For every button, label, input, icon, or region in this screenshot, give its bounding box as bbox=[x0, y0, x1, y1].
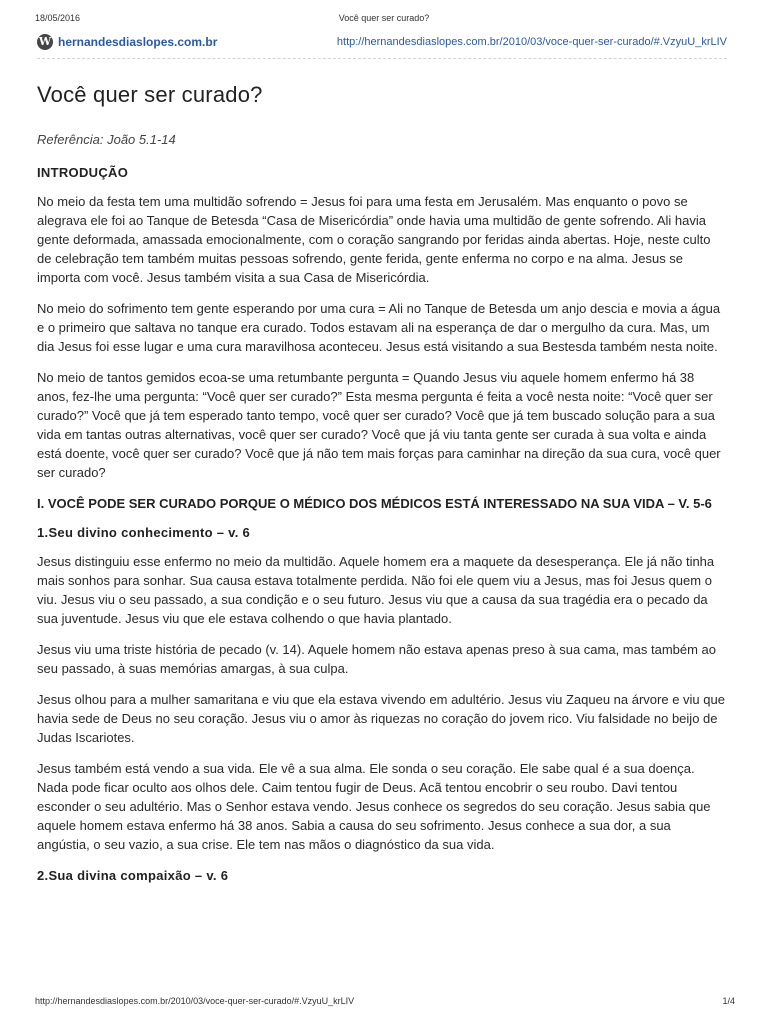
wordpress-logo-icon: W bbox=[38, 35, 52, 48]
section-heading: I. VOCÊ PODE SER CURADO PORQUE O MÉDICO DOS MÉDICOS ESTÁ INTERESSADO NA SUA VIDA – V. 5-6 bbox=[37, 496, 712, 511]
subsection-heading: 2.Sua divina compaixão – v. 6 bbox=[37, 868, 229, 883]
bible-reference: Referência: João 5.1-14 bbox=[37, 132, 176, 147]
paragraph: No meio do sofrimento tem gente esperando por uma cura = Ali no Tanque de Betesda um anjo descia e movia a água e o primeiro que saltava no tanque era curado. Todos estavam ali na esperança de dar o mergulho da cura. Mas, um dia Jesus foi esse lugar e uma cura maravilhosa aconteceu. Jesus está visitando a sua Bestesda também nesta noite. bbox=[37, 301, 721, 354]
site-name-link[interactable]: hernandesdiaslopes.com.br bbox=[58, 35, 218, 49]
paragraph: No meio da festa tem uma multidão sofrendo = Jesus foi para uma festa em Jerusalém. Mas enquanto o povo se alegrava ele foi ao Tanque de Betesda “Casa de Misericórdia” onde havia uma multidão de gente sofrendo. Ali havia gente deformada, amassada emocionalmente, com o coração sangrando por feridas ainda abertas. Hoje, neste culto de celebração tem também muitas pessoas sofrendo, gente ferida, gente enferma no corpo e na alma. Jesus se importa com você. Jesus também visita a sua Casa de Misericórdia. bbox=[37, 194, 711, 285]
print-header bbox=[0, 13, 768, 27]
paragraph: Jesus distinguiu esse enfermo no meio da multidão. Aquele homem era a maquete da desesperança. Ele já não tinha mais sonhos para sonhar. Sua causa estava totalmente perdida. Não foi ele quem viu a Jesus, mas foi Jesus quem o viu. Jesus viu o seu passado, a sua condição e o seu futuro. Jesus viu que a causa da sua tragédia era o pecado da sua juventude. Jesus viu que ele estava colhendo o que havia plantado. bbox=[37, 554, 715, 626]
paragraph: Jesus também está vendo a sua vida. Ele vê a sua alma. Ele sonda o seu coração. Ele sabe qual é a sua doença. Nada pode ficar oculto aos olhos dele. Caim tentou fugir de Deus. Acã tentou encobrir o seu roubo. Davi tentou esconder o seu adultério. Mas o Senhor estava vendo. Jesus conhece os segredos do seu coração. Jesus sabia que aquele homem estava enfermo há 38 anos. Sabia a causa do seu sofrimento. Jesus conhece a sua dor, a sua angústia, o seu vazio, a sua crise. Ele tem nas mãos o diagnóstico da sua vida. bbox=[37, 761, 711, 852]
page-number: 1/4 bbox=[722, 996, 735, 1006]
print-page-title: Você quer ser curado? bbox=[338, 13, 430, 23]
site-bar bbox=[37, 30, 727, 59]
print-date: 18/05/2016 bbox=[35, 13, 81, 23]
article-content bbox=[37, 82, 727, 895]
subsection-heading: 1.Seu divino conhecimento – v. 6 bbox=[37, 525, 251, 540]
paragraph: No meio de tantos gemidos ecoa-se uma retumbante pergunta = Quando Jesus viu aquele homem enfermo há 38 anos, fez-lhe uma pergunta: “Você quer ser curado?” Esta mesma pergunta é feita a você nesta noite: “Você quer ser curado?” Você que já tem esperado tanto tempo, você quer ser curado? Você que já tem buscado solução para a sua vida em tantas outras alternativas, você quer ser curado? Você que já viu tanta gente ser curada à sua volta e ainda está doente, você quer ser curado? Você que já não tem mais forças para caminhar na direção da sua cura, você quer ser curado? bbox=[37, 370, 721, 480]
footer-url: http://hernandesdiaslopes.com.br/2010/03/voce-quer-ser-curado/#.VzyuU_krLIV bbox=[35, 996, 355, 1006]
article-title: Você quer ser curado? bbox=[37, 82, 263, 107]
paragraph: Jesus viu uma triste história de pecado (v. 14). Aquele homem não estava apenas preso à sua cama, mas também ao seu passado, à suas memórias amargas, à sua culpa. bbox=[37, 642, 717, 676]
paragraph: Jesus olhou para a mulher samaritana e viu que ela estava vivendo em adultério. Jesus viu Zaqueu na árvore e viu que havia sede de Deus no seu coração. Jesus viu o amor às riquezas no coração do jovem rico. Viu falsidade no beijo de Judas Iscariotes. bbox=[37, 692, 725, 745]
article-url-link[interactable]: http://hernandesdiaslopes.com.br/2010/03/voce-quer-ser-curado/#.VzyuU_krLIV bbox=[336, 36, 727, 48]
intro-heading: INTRODUÇÃO bbox=[37, 165, 129, 180]
print-footer bbox=[0, 996, 768, 1008]
